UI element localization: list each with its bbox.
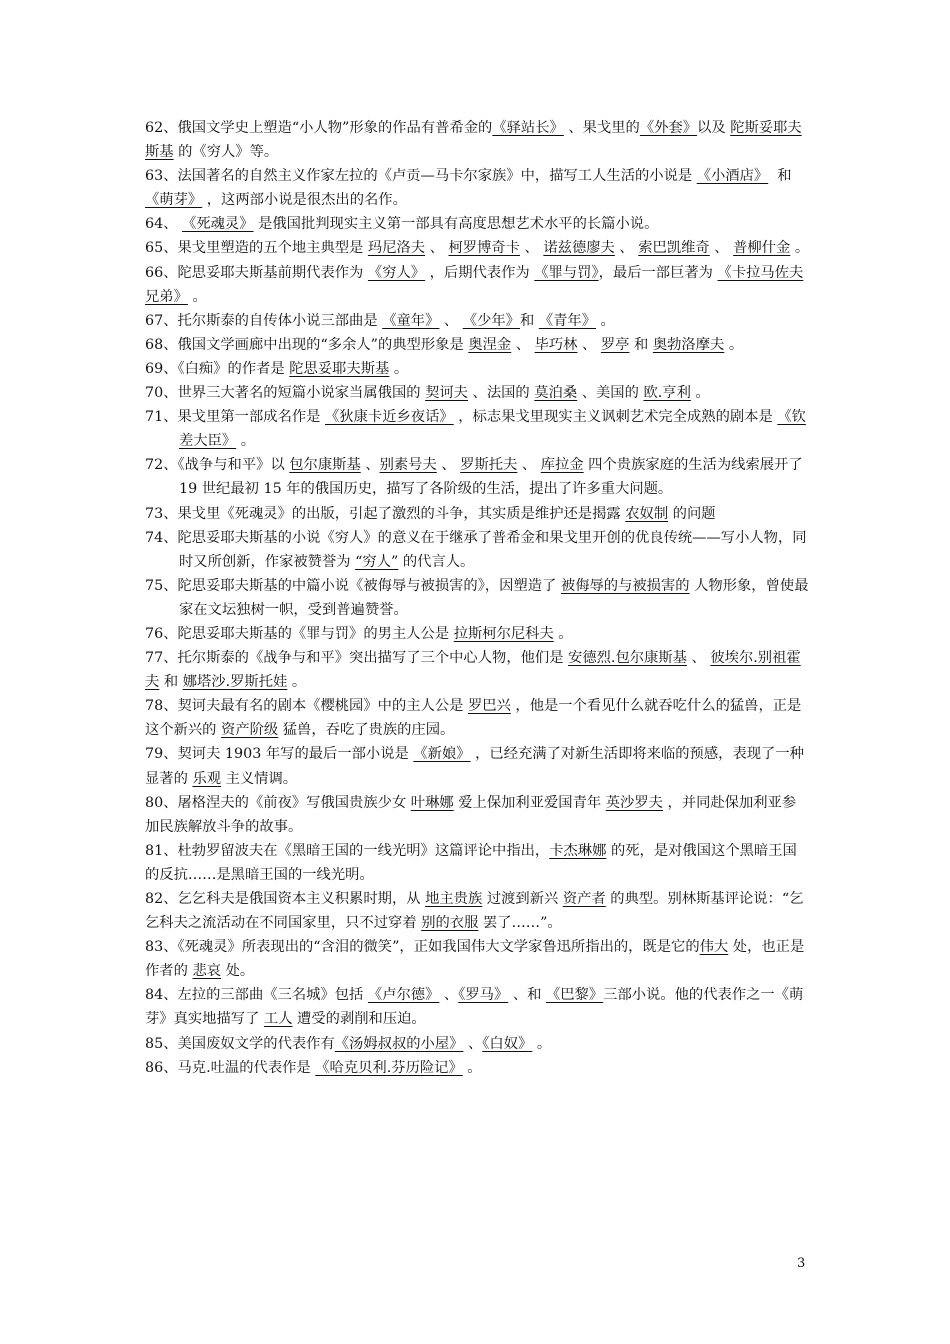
question-66 (145, 261, 810, 309)
answer-blank: 农奴制 (625, 505, 669, 522)
question-text: 以及 (697, 120, 731, 136)
question-text: 的《穷人》等。 (173, 144, 279, 161)
question-text: 。 (462, 1059, 482, 1076)
question-text: 、法国的 (467, 385, 535, 402)
question-text: 和 (768, 168, 797, 185)
answer-blank: 伟大 (699, 939, 729, 956)
answer-blank: 莫泊桑 (534, 385, 578, 402)
question-text: 、 (360, 457, 380, 474)
question-text: 83、《死魂灵》所表现出的“含泪的微笑”，正如我国伟大文学家鲁迅所指出的，既是它的 (145, 939, 700, 956)
question-text: 84、左拉的三部曲《三名城》包括 (145, 987, 368, 1004)
answer-blank: 卡杰琳娜 (549, 842, 607, 859)
question-70 (145, 381, 810, 405)
question-text: 、 (425, 240, 449, 257)
answer-blank: 《汤姆叔叔的小屋》 (334, 1035, 464, 1052)
answer-blank: 《童年》 (382, 312, 440, 329)
question-text: 。 (287, 674, 307, 691)
question-text: ，已经充满了对新生活即将来临的预感，表现了一种显著的 (145, 746, 804, 787)
question-text: 人物形象，曾使最家在文坛独树一帜，受到普遍赞誉。 (179, 577, 809, 618)
answer-blank: 地主贵族 (425, 891, 483, 907)
question-text: 、 (519, 240, 544, 257)
answer-blank: 《钦差大臣》 (179, 409, 806, 450)
question-text: 69、《白痴》的作者是 (145, 360, 290, 377)
question-text: 主义情调。 (221, 770, 298, 787)
question-text: 、 (439, 987, 459, 1004)
question-text: 79、契诃夫 1903 年写的最后一部小说是 (145, 746, 414, 763)
answer-blank: 《罗马》 (458, 987, 509, 1004)
question-text: ，最后一部巨著为 (598, 264, 718, 281)
question-text: 处。 (221, 963, 255, 980)
question-text: 74、陀思妥耶夫斯基的小说《穷人》的意义在于继承了普希金和果戈里开创的优良传统——写小人物，同时又所创新，作家被赞誉为 (145, 529, 807, 570)
question-text: 77、托尔斯泰的《战争与和平》突出描写了三个中心人物，他们是 (145, 650, 569, 667)
answer-blank: 《哈克贝利.芬历险记》 (315, 1059, 463, 1076)
answer-blank: “穷人” (355, 553, 399, 570)
question-84 (145, 983, 810, 1031)
answer-blank: 《卢尔德》 (367, 987, 440, 1004)
question-text: 。 (553, 625, 573, 642)
question-74 (145, 526, 810, 574)
question-text: 。 (596, 312, 615, 329)
question-85 (145, 1032, 810, 1056)
question-text: 的死，是对俄国这个黑暗王国的反抗……是黑暗王国的一线光明。 (145, 842, 797, 883)
question-text: 64、 (145, 216, 183, 233)
question-73 (145, 502, 810, 526)
question-text: 和 (629, 336, 653, 353)
question-text: 是俄国批判现实主义第一部具有高度思想艺术水平的长篇小说。 (253, 216, 659, 233)
question-text: ，标志果戈里现实主义讽刺艺术完全成熟的剧本是 (453, 409, 778, 426)
answer-blank: 毕巧林 (534, 336, 578, 353)
question-77 (145, 646, 810, 694)
question-text: 、美国的 (577, 385, 644, 402)
answer-blank: 被侮辱的与被损害的 (560, 577, 690, 594)
question-text: 72、《战争与和平》以 (145, 457, 290, 474)
question-83 (145, 935, 810, 983)
question-71 (145, 405, 810, 453)
question-80 (145, 791, 810, 839)
question-text: 75、陀思妥耶夫斯基的中篇小说《被侮辱与被损害的》，因塑造了 (145, 577, 561, 594)
question-text: 70、世界三大著名的短篇小说家当属俄国的 (145, 385, 426, 402)
question-text: 、 (463, 1035, 483, 1052)
question-69 (145, 357, 810, 381)
answer-blank: 别的衣服 (421, 915, 479, 932)
question-text: 、 (439, 312, 463, 329)
question-67 (145, 309, 810, 333)
question-text: 。 (236, 433, 256, 450)
answer-blank: 柯罗博奇卡 (448, 240, 520, 257)
answer-blank: 玛尼洛夫 (367, 240, 426, 257)
question-text: 过渡到新兴 (482, 891, 563, 907)
answer-blank: 资产者 (562, 891, 606, 907)
question-text: 猛兽，吞吃了贵族的庄园。 (278, 722, 455, 739)
question-text: 65、果戈里塑造的五个地主典型是 (145, 240, 368, 257)
answer-blank: 彼埃尔.别祖霍夫 (145, 650, 801, 691)
question-text: ，这两部小说是很杰出的名作。 (202, 192, 407, 209)
question-text: 、 (686, 650, 711, 667)
question-86 (145, 1056, 810, 1080)
question-text: 。 (790, 240, 810, 257)
question-text: 和 (519, 312, 539, 329)
question-78 (145, 694, 810, 742)
answer-blank: 乐观 (192, 770, 222, 787)
question-81 (145, 839, 810, 887)
question-79 (145, 742, 810, 790)
answer-blank: 《驿站长》 (492, 120, 564, 136)
answer-blank: 普柳什金 (733, 240, 791, 257)
question-text: 62、俄国文学史上塑造“小人物”形象的作品有普希金的 (145, 120, 493, 136)
answer-blank: 资产阶级 (221, 722, 279, 739)
question-text: 73、果戈里《死魂灵》的出版，引起了激烈的斗争，其实质是维护还是揭露 (145, 505, 626, 522)
answer-blank: 工人 (263, 1011, 293, 1028)
answer-blank: 《新娘》 (413, 746, 471, 763)
question-text: 罢了……”。 (478, 915, 562, 932)
answer-blank: 《穷人》 (367, 264, 426, 281)
question-text: 71、果戈里第一部成名作是 (145, 409, 326, 426)
question-82 (145, 887, 810, 935)
question-72 (145, 453, 810, 501)
answer-blank: 《巴黎》 (545, 987, 604, 1004)
question-text: 81、杜勃罗留波夫在《黑暗王国的一线光明》这篇评论中指出， (145, 842, 550, 859)
question-62 (145, 116, 810, 164)
question-text: 爱上保加利亚爱国青年 (453, 794, 606, 811)
question-text: 。 (389, 360, 409, 377)
answer-blank: 库拉金 (540, 457, 584, 474)
question-text: 、 (614, 240, 639, 257)
question-text: 、 (436, 457, 461, 474)
question-text: 。 (690, 385, 710, 402)
question-list (145, 116, 810, 1080)
question-text: 66、陀思妥耶夫斯基前期代表作为 (145, 264, 368, 281)
question-65 (145, 236, 810, 260)
question-75 (145, 574, 810, 622)
answer-blank: 罗斯托夫 (460, 457, 518, 474)
question-76 (145, 622, 810, 646)
answer-blank: 索巴凯维奇 (638, 240, 710, 257)
question-text: ，后期代表作为 (425, 264, 535, 281)
answer-blank: 《外套》 (639, 120, 698, 136)
question-text: 和 (159, 674, 183, 691)
question-text: 82、乞乞科夫是俄国资本主义积累时期，从 (145, 891, 426, 907)
question-68 (145, 333, 810, 357)
question-text: 的代言人。 (398, 553, 475, 570)
answer-blank: 叶琳娜 (410, 794, 454, 811)
question-text: 、 (517, 457, 541, 474)
answer-blank: 别素号夫 (379, 457, 437, 474)
question-text: 、 (511, 336, 535, 353)
question-text: 。 (724, 336, 744, 353)
answer-blank: 契诃夫 (425, 385, 468, 402)
answer-blank: 《青年》 (538, 312, 596, 329)
question-text: 85、美国废奴文学的代表作有 (145, 1035, 335, 1052)
question-text: 。 (532, 1035, 552, 1052)
answer-blank: 《罪与罚》 (534, 264, 599, 281)
question-text: 68、俄国文学画廊中出现的“多余人”的典型形象是 (145, 336, 469, 353)
answer-blank: 欧.亨利 (643, 385, 691, 402)
answer-blank: 陀思妥耶夫斯基 (289, 360, 390, 377)
answer-blank: 拉斯柯尔尼科夫 (453, 625, 554, 642)
question-text: 63、法国著名的自然主义作家左拉的《卢贡—马卡尔家族》中，描写工人生活的小说是 (145, 168, 697, 185)
answer-blank: 《少年》 (462, 312, 520, 329)
question-text: 的问题 (668, 505, 716, 522)
question-text: 、果戈里的 (563, 120, 640, 136)
answer-blank: 娜塔沙.罗斯托娃 (182, 674, 288, 691)
answer-blank: 《白奴》 (482, 1035, 533, 1052)
answer-blank: 英沙罗夫 (605, 794, 663, 811)
answer-blank: 罗亭 (600, 336, 630, 353)
question-text: 、和 (508, 987, 546, 1004)
answer-blank: 安德烈.包尔康斯基 (568, 650, 687, 667)
answer-blank: 悲哀 (192, 963, 222, 980)
question-text: 76、陀思妥耶夫斯基的《罪与罚》的男主人公是 (145, 625, 454, 642)
question-text: ，并同赴保加利亚参加民族解放斗争的故事。 (145, 794, 797, 835)
answer-blank: 罗巴兴 (467, 698, 511, 715)
question-text: 78、契诃夫最有名的剧本《樱桃园》中的主人公是 (145, 698, 468, 715)
question-63 (145, 164, 810, 212)
answer-blank: 《死魂灵》 (182, 216, 254, 233)
answer-blank: 《卡拉马佐夫兄弟》 (145, 264, 804, 305)
question-text: 80、屠格涅夫的《前夜》写俄国贵族少女 (145, 794, 411, 811)
question-text: 67、托尔斯泰的自传体小说三部曲是 (145, 312, 383, 329)
question-text: 、 (709, 240, 734, 257)
answer-blank: 《小酒店》 (696, 168, 769, 185)
question-text: 三部小说。他的代表作之一《萌芽》真实地描写了 (145, 987, 804, 1028)
answer-blank: 奥勃洛摩夫 (652, 336, 725, 353)
answer-blank: 《萌芽》 (145, 192, 203, 209)
question-text: 四个贵族家庭的生活为线索展开了 19 世纪最初 15 年的俄国历史，描写了各阶级的生活，提出了许多重大问题。 (179, 457, 808, 498)
question-text: 86、马克.吐温的代表作是 (145, 1059, 316, 1076)
answer-blank: 《狄康卡近乡夜话》 (325, 409, 454, 426)
answer-blank: 包尔康斯基 (289, 457, 361, 474)
question-text: 、 (577, 336, 601, 353)
page-number: 3 (797, 1256, 806, 1271)
answer-blank: 陀斯妥耶夫斯基 (145, 120, 802, 161)
answer-blank: 诺兹德廖夫 (543, 240, 615, 257)
question-text: 处，也正是作者的 (145, 939, 805, 980)
question-text: 。 (187, 288, 207, 305)
question-text: ，他是一个看见什么就吞吃什么的猛兽，正是这个新兴的 (145, 698, 802, 739)
question-64 (145, 212, 810, 236)
question-text: 的典型。别林斯基评论说：“乞乞科夫之流活动在不同国家里，只不过穿着 (145, 891, 804, 932)
answer-blank: 奥涅金 (468, 336, 512, 353)
question-text: 遭受的剥削和压迫。 (292, 1011, 426, 1028)
